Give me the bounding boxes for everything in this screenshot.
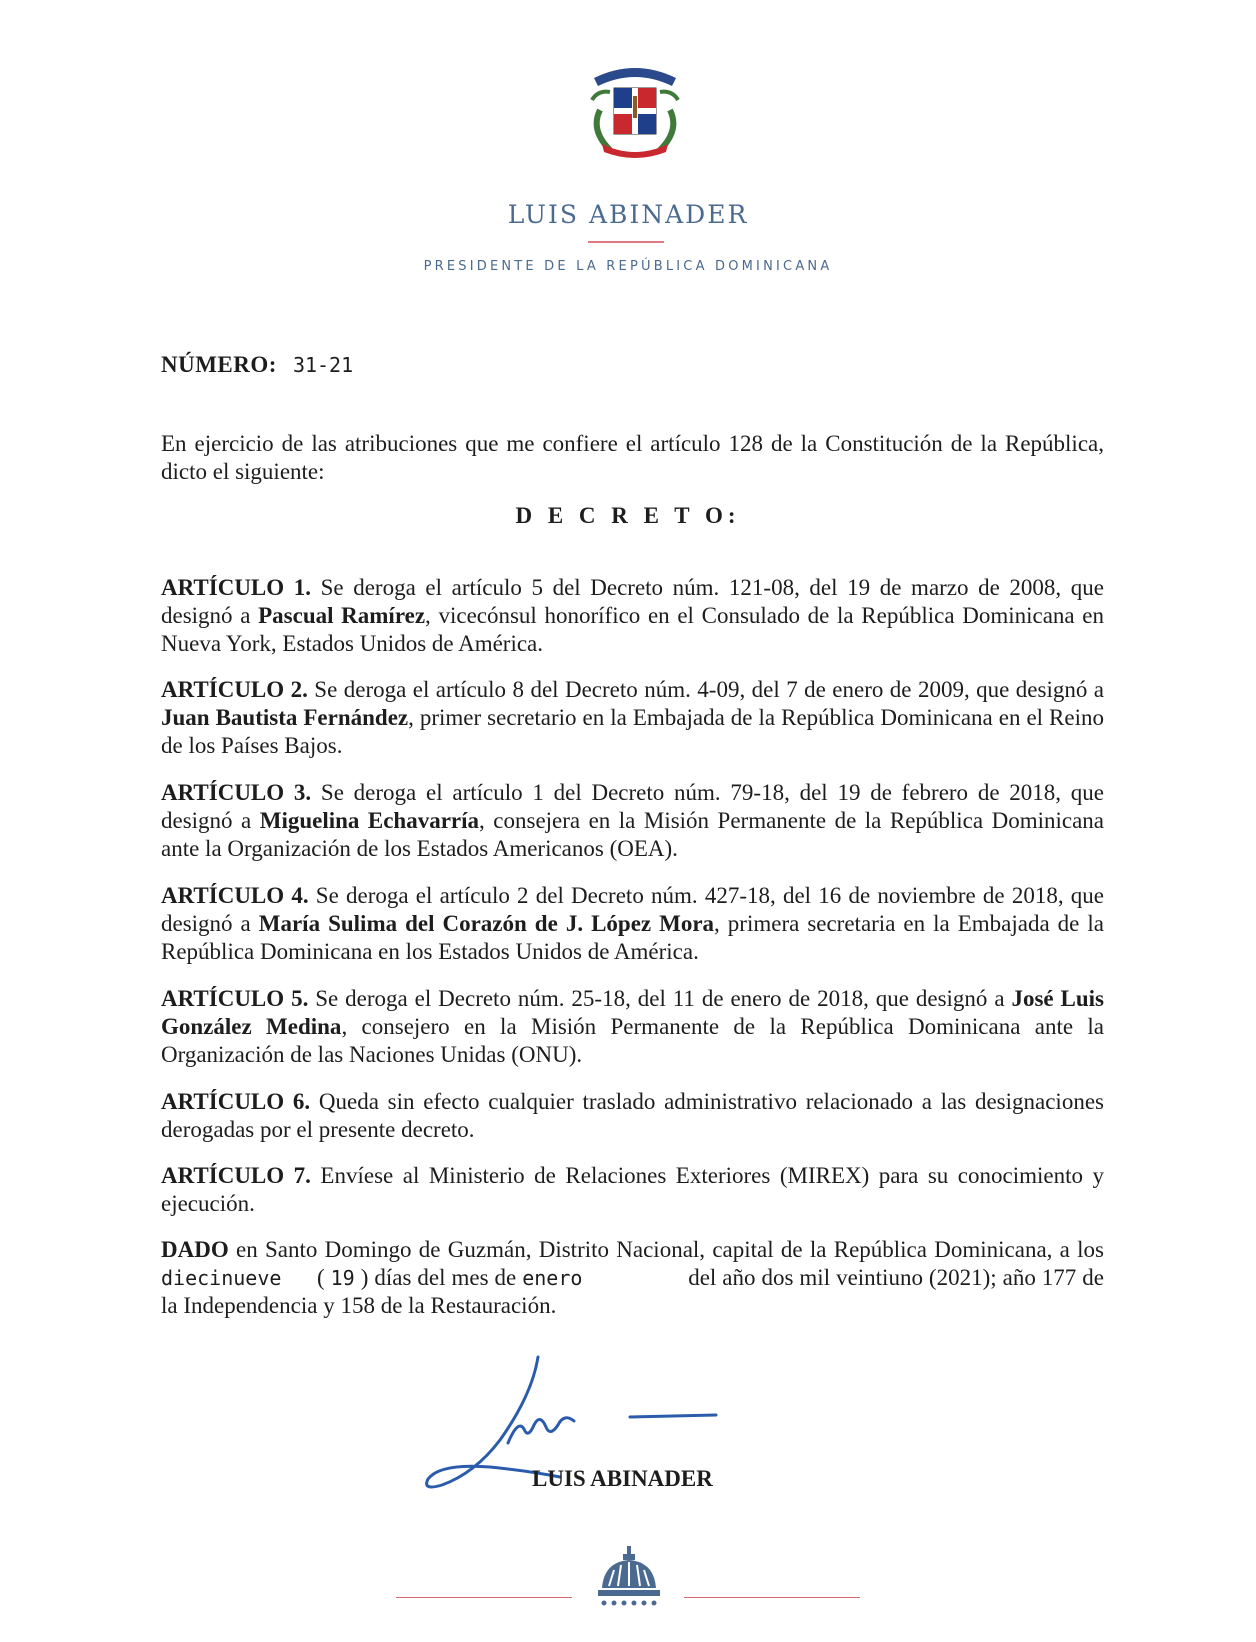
decree-heading: D E C R E T O:	[515, 503, 741, 528]
intro-paragraph: En ejercicio de las atribuciones que me confiere el artículo 128 de la Constitución de la República, dicto el siguiente:	[161, 431, 1104, 484]
president-name: LUIS ABINADER	[507, 200, 749, 229]
article-label: ARTÍCULO 2.	[161, 677, 308, 702]
day-number: 19	[330, 1266, 355, 1290]
article-label: ARTÍCULO 3.	[161, 780, 312, 805]
article-label: ARTÍCULO 4.	[161, 883, 309, 908]
dado-paragraph	[161, 1236, 1104, 1320]
paren-close: )	[360, 1265, 369, 1290]
article-2	[161, 676, 1104, 760]
article-6	[161, 1088, 1104, 1144]
article-text: Se deroga el artículo 1 del Decreto núm. 79-18, del 19 de febrero de 2018, que designó a	[161, 780, 1104, 833]
article-text: Se deroga el artículo 8 del Decreto núm. 4-09, del 7 de enero de 2009, que designó a	[307, 677, 1105, 702]
article-text: Se deroga el artículo 5 del Decreto núm. 121-08, del 19 de marzo de 2008, que designó a	[161, 575, 1105, 628]
article-text: , primera secretaria en la Embajada de la República Dominicana en los Estados Unidos de América.	[161, 911, 1104, 964]
dado-text: en Santo Domingo de Guzmán, Distrito Nacional, capital de la República Dominicana, a los	[228, 1237, 1104, 1262]
article-label: ARTÍCULO 6.	[161, 1089, 311, 1114]
article-text: Se deroga el artículo 2 del Decreto núm. 427-18, del 16 de noviembre de 2018, que designó a	[161, 883, 1104, 936]
day-in-words: diecinueve	[161, 1266, 282, 1290]
article-text: , consejero en la Misión Permanente de la República Dominicana ante la Organización de las Naciones Unidas (ONU).	[161, 1014, 1104, 1067]
article-text: , consejera en la Misión Permanente de la República Dominicana ante la Organización de los Estados Americanos (OEA).	[161, 808, 1104, 861]
signer-name: LUIS ABINADER	[532, 1466, 713, 1491]
article-text: , primer secretario en la Embajada de la República Dominicana en el Reino de los Países Bajos.	[161, 705, 1104, 758]
article-person: Pascual Ramírez	[258, 603, 426, 628]
palace-dome-icon	[594, 1546, 664, 1608]
article-text: Queda sin efecto cualquier traslado administrativo relacionado a las designaciones derogadas por el presente decreto.	[161, 1089, 1104, 1142]
decree-number-value: 31-21	[292, 353, 354, 377]
article-text: Se deroga el Decreto núm. 25-18, del 11 de enero de 2018, que designó a	[308, 986, 1012, 1011]
decree-number-label: NÚMERO:	[161, 352, 277, 377]
dado-text: días del mes de	[374, 1265, 517, 1290]
article-person: María Sulima del Corazón de J. López Mora	[258, 911, 715, 936]
decree-number	[161, 352, 353, 378]
article-label: ARTÍCULO 7.	[161, 1163, 311, 1188]
article-label: ARTÍCULO 1.	[161, 575, 312, 600]
coat-of-arms-icon	[580, 60, 690, 160]
footer-divider-right	[684, 1597, 860, 1598]
footer-divider-left	[396, 1597, 572, 1598]
article-person: Miguelina Echavarría	[259, 808, 480, 833]
article-1	[161, 574, 1104, 658]
article-3	[161, 779, 1104, 863]
dado-text: del año dos mil veintiuno (2021); año 177 de la Independencia y 158 de la Restauración.	[161, 1265, 1105, 1318]
month-name: enero	[522, 1266, 583, 1290]
paren-open: (	[316, 1265, 325, 1290]
article-4	[161, 882, 1104, 966]
article-7	[161, 1162, 1104, 1218]
article-person: Juan Bautista Fernández	[161, 705, 409, 730]
president-title: PRESIDENTE DE LA REPÚBLICA DOMINICANA	[423, 259, 833, 274]
name-divider	[588, 241, 664, 243]
article-text: , vicecónsul honorífico en el Consulado de la República Dominicana en Nueva York, Estados Unidos de América.	[161, 603, 1105, 656]
dado-label: DADO	[161, 1237, 229, 1262]
article-person: José Luis González Medina	[161, 986, 1105, 1039]
article-text: Envíese al Ministerio de Relaciones Exteriores (MIREX) para su conocimiento y ejecución.	[161, 1163, 1104, 1216]
article-5	[161, 985, 1104, 1069]
article-label: ARTÍCULO 5.	[161, 986, 309, 1011]
